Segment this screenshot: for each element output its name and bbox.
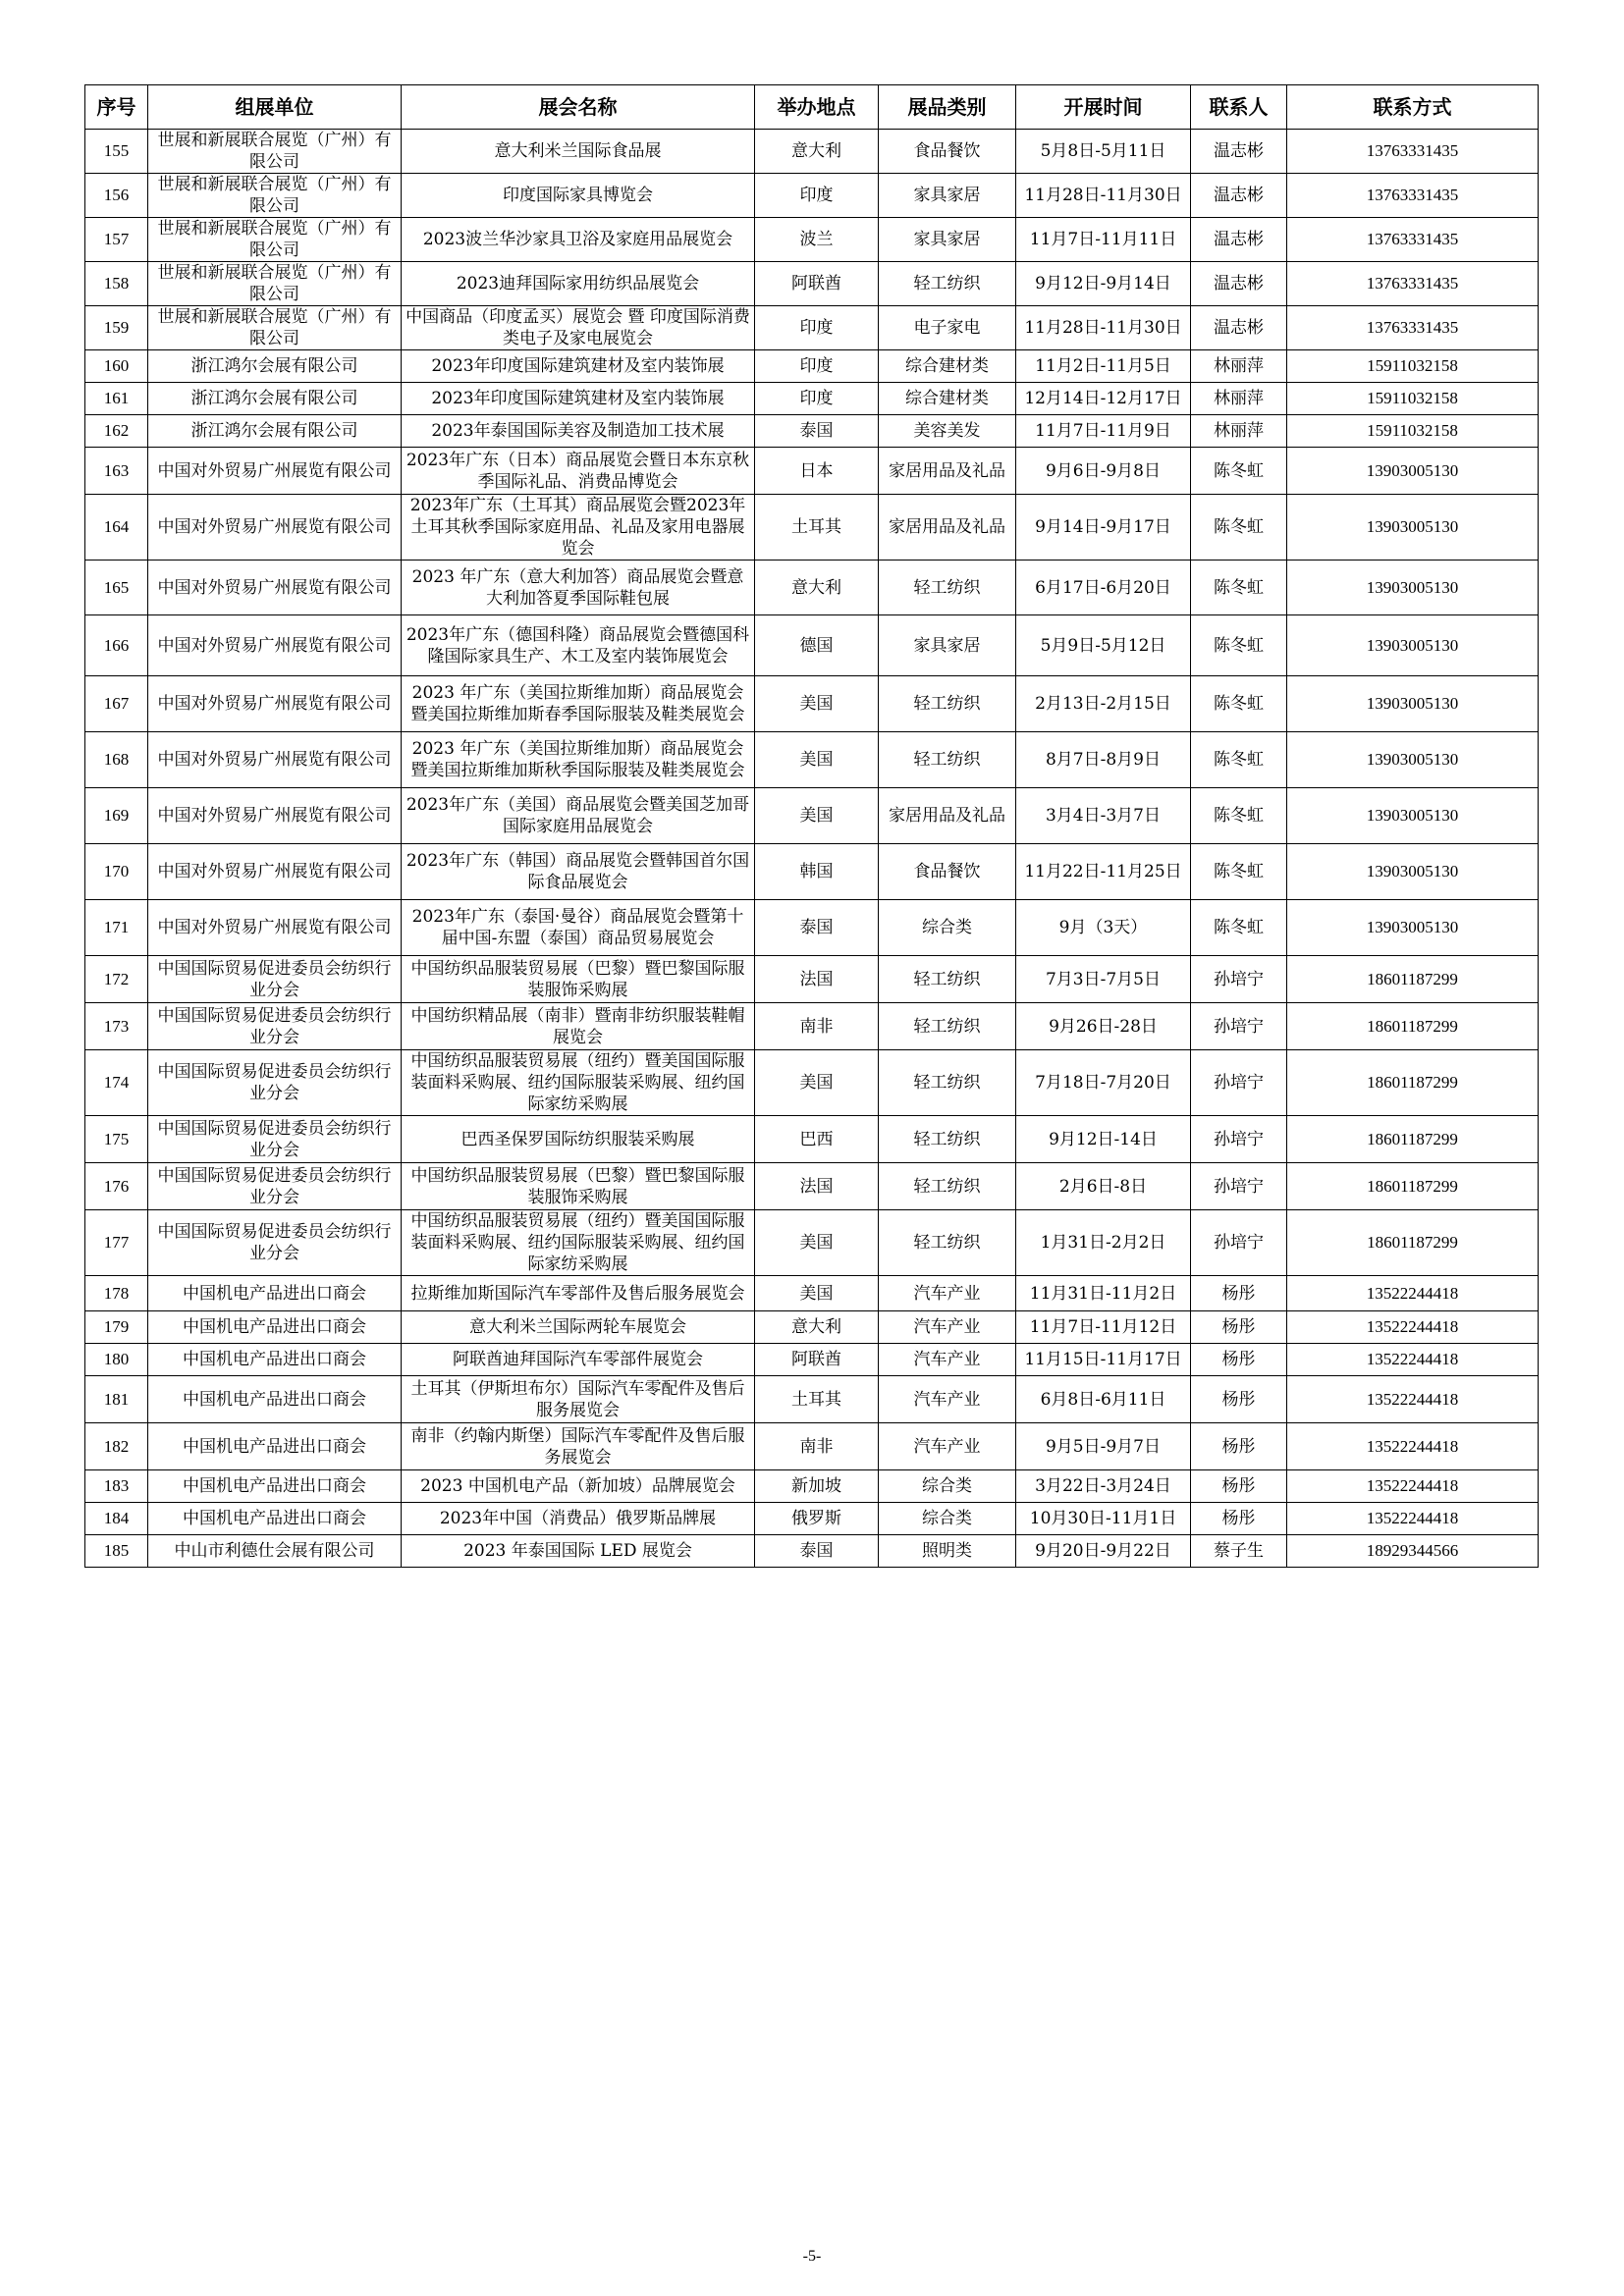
contact-person-cell: 陈冬虹: [1191, 615, 1287, 676]
category-cell: 轻工纺织: [879, 956, 1016, 1003]
organizer-cell: 中国对外贸易广州展览有限公司: [148, 788, 402, 844]
row-number: 184: [85, 1503, 148, 1535]
time-cell: 11月7日-11月9日: [1016, 415, 1191, 448]
exhibition-name-cell: 土耳其（伊斯坦布尔）国际汽车零配件及售后服务展览会: [402, 1376, 755, 1423]
location-cell: 巴西: [755, 1116, 879, 1163]
table-row: [85, 676, 1539, 732]
table-row: [85, 1503, 1539, 1535]
phone-cell: 18601187299: [1287, 1050, 1539, 1116]
organizer-cell: 中国对外贸易广州展览有限公司: [148, 561, 402, 615]
table-row: [85, 900, 1539, 956]
exhibition-name-cell: 中国纺织品服装贸易展（巴黎）暨巴黎国际服装服饰采购展: [402, 956, 755, 1003]
exhibition-name-cell: 2023年印度国际建筑建材及室内装饰展: [402, 350, 755, 383]
phone-cell: 13763331435: [1287, 130, 1539, 174]
location-cell: 阿联酋: [755, 262, 879, 306]
table-row: [85, 1003, 1539, 1050]
exhibition-name-cell: 2023年广东（韩国）商品展览会暨韩国首尔国际食品展览会: [402, 844, 755, 900]
contact-person-cell: 温志彬: [1191, 306, 1287, 350]
contact-person-cell: 温志彬: [1191, 130, 1287, 174]
phone-cell: 13763331435: [1287, 306, 1539, 350]
time-cell: 7月3日-7月5日: [1016, 956, 1191, 1003]
time-cell: 9月20日-9月22日: [1016, 1535, 1191, 1568]
row-number: 172: [85, 956, 148, 1003]
time-cell: 6月17日-6月20日: [1016, 561, 1191, 615]
row-number: 178: [85, 1276, 148, 1311]
contact-person-cell: 陈冬虹: [1191, 676, 1287, 732]
category-cell: 轻工纺织: [879, 262, 1016, 306]
phone-cell: 18601187299: [1287, 1210, 1539, 1276]
category-cell: 食品餐饮: [879, 130, 1016, 174]
row-number: 162: [85, 415, 148, 448]
time-cell: 8月7日-8月9日: [1016, 732, 1191, 788]
exhibition-name-cell: 意大利米兰国际两轮车展览会: [402, 1311, 755, 1344]
phone-cell: 18929344566: [1287, 1535, 1539, 1568]
phone-cell: 13522244418: [1287, 1311, 1539, 1344]
contact-person-cell: 陈冬虹: [1191, 900, 1287, 956]
exhibition-name-cell: 意大利米兰国际食品展: [402, 130, 755, 174]
exhibition-name-cell: 巴西圣保罗国际纺织服装采购展: [402, 1116, 755, 1163]
exhibition-name-cell: 2023年泰国国际美容及制造加工技术展: [402, 415, 755, 448]
phone-cell: 13903005130: [1287, 495, 1539, 561]
phone-cell: 18601187299: [1287, 1163, 1539, 1210]
organizer-cell: 中国机电产品进出口商会: [148, 1276, 402, 1311]
table-row: [85, 1210, 1539, 1276]
organizer-cell: 浙江鸿尔会展有限公司: [148, 415, 402, 448]
table-row: [85, 1376, 1539, 1423]
table-row: [85, 1311, 1539, 1344]
row-number: 185: [85, 1535, 148, 1568]
exhibition-name-cell: 2023年广东（德国科隆）商品展览会暨德国科隆国际家具生产、木工及室内装饰展览会: [402, 615, 755, 676]
category-cell: 轻工纺织: [879, 1050, 1016, 1116]
table-row: [85, 130, 1539, 174]
location-cell: 法国: [755, 1163, 879, 1210]
time-cell: 3月22日-3月24日: [1016, 1470, 1191, 1503]
table-row: [85, 383, 1539, 415]
organizer-cell: 中山市利德仕会展有限公司: [148, 1535, 402, 1568]
time-cell: 9月12日-9月14日: [1016, 262, 1191, 306]
contact-person-cell: 陈冬虹: [1191, 495, 1287, 561]
row-number: 171: [85, 900, 148, 956]
category-cell: 家居用品及礼品: [879, 495, 1016, 561]
organizer-cell: 世展和新展联合展览（广州）有限公司: [148, 174, 402, 218]
organizer-cell: 中国国际贸易促进委员会纺织行业分会: [148, 1210, 402, 1276]
row-number: 156: [85, 174, 148, 218]
row-number: 180: [85, 1344, 148, 1376]
contact-person-cell: 陈冬虹: [1191, 448, 1287, 495]
organizer-cell: 中国机电产品进出口商会: [148, 1503, 402, 1535]
header-phone: 联系方式: [1287, 85, 1539, 130]
organizer-cell: 中国国际贸易促进委员会纺织行业分会: [148, 1116, 402, 1163]
table-row: [85, 788, 1539, 844]
phone-cell: 13903005130: [1287, 732, 1539, 788]
phone-cell: 13903005130: [1287, 844, 1539, 900]
time-cell: 11月28日-11月30日: [1016, 306, 1191, 350]
exhibition-name-cell: 2023波兰华沙家具卫浴及家庭用品展览会: [402, 218, 755, 262]
location-cell: 泰国: [755, 900, 879, 956]
category-cell: 轻工纺织: [879, 1210, 1016, 1276]
row-number: 170: [85, 844, 148, 900]
time-cell: 11月22日-11月25日: [1016, 844, 1191, 900]
exhibition-name-cell: 2023 中国机电产品（新加坡）品牌展览会: [402, 1470, 755, 1503]
phone-cell: 13522244418: [1287, 1470, 1539, 1503]
phone-cell: 13763331435: [1287, 262, 1539, 306]
category-cell: 轻工纺织: [879, 1163, 1016, 1210]
exhibition-name-cell: 2023年广东（日本）商品展览会暨日本东京秋季国际礼品、消费品博览会: [402, 448, 755, 495]
organizer-cell: 中国机电产品进出口商会: [148, 1423, 402, 1470]
location-cell: 法国: [755, 956, 879, 1003]
row-number: 160: [85, 350, 148, 383]
table-row: [85, 218, 1539, 262]
location-cell: 美国: [755, 676, 879, 732]
time-cell: 9月（3天）: [1016, 900, 1191, 956]
location-cell: 美国: [755, 732, 879, 788]
row-number: 159: [85, 306, 148, 350]
contact-person-cell: 杨彤: [1191, 1423, 1287, 1470]
organizer-cell: 中国对外贸易广州展览有限公司: [148, 495, 402, 561]
time-cell: 11月31日-11月2日: [1016, 1276, 1191, 1311]
location-cell: 德国: [755, 615, 879, 676]
row-number: 167: [85, 676, 148, 732]
table-row: [85, 1344, 1539, 1376]
exhibition-name-cell: 2023 年泰国国际 LED 展览会: [402, 1535, 755, 1568]
category-cell: 轻工纺织: [879, 676, 1016, 732]
phone-cell: 13522244418: [1287, 1376, 1539, 1423]
category-cell: 汽车产业: [879, 1344, 1016, 1376]
category-cell: 家居用品及礼品: [879, 788, 1016, 844]
category-cell: 汽车产业: [879, 1311, 1016, 1344]
table-header-row: [85, 85, 1539, 130]
exhibition-name-cell: 2023年中国（消费品）俄罗斯品牌展: [402, 1503, 755, 1535]
time-cell: 12月14日-12月17日: [1016, 383, 1191, 415]
contact-person-cell: 温志彬: [1191, 174, 1287, 218]
row-number: 177: [85, 1210, 148, 1276]
header-no: 序号: [85, 85, 148, 130]
header-exhibition-name: 展会名称: [402, 85, 755, 130]
contact-person-cell: 蔡子生: [1191, 1535, 1287, 1568]
table-row: [85, 262, 1539, 306]
contact-person-cell: 温志彬: [1191, 218, 1287, 262]
contact-person-cell: 孙培宁: [1191, 1163, 1287, 1210]
phone-cell: 13903005130: [1287, 900, 1539, 956]
time-cell: 9月26日-28日: [1016, 1003, 1191, 1050]
row-number: 175: [85, 1116, 148, 1163]
header-organizer: 组展单位: [148, 85, 402, 130]
time-cell: 7月18日-7月20日: [1016, 1050, 1191, 1116]
contact-person-cell: 孙培宁: [1191, 1050, 1287, 1116]
category-cell: 综合建材类: [879, 383, 1016, 415]
phone-cell: 13903005130: [1287, 676, 1539, 732]
phone-cell: 13763331435: [1287, 218, 1539, 262]
row-number: 157: [85, 218, 148, 262]
exhibition-name-cell: 中国纺织品服装贸易展（纽约）暨美国国际服装面料采购展、纽约国际服装采购展、纽约国际家纺采购展: [402, 1050, 755, 1116]
header-location: 举办地点: [755, 85, 879, 130]
exhibition-name-cell: 2023迪拜国际家用纺织品展览会: [402, 262, 755, 306]
exhibition-name-cell: 2023年印度国际建筑建材及室内装饰展: [402, 383, 755, 415]
time-cell: 11月2日-11月5日: [1016, 350, 1191, 383]
location-cell: 印度: [755, 306, 879, 350]
category-cell: 美容美发: [879, 415, 1016, 448]
organizer-cell: 中国对外贸易广州展览有限公司: [148, 844, 402, 900]
category-cell: 汽车产业: [879, 1276, 1016, 1311]
location-cell: 韩国: [755, 844, 879, 900]
table-row: [85, 561, 1539, 615]
time-cell: 11月7日-11月12日: [1016, 1311, 1191, 1344]
time-cell: 9月5日-9月7日: [1016, 1423, 1191, 1470]
contact-person-cell: 陈冬虹: [1191, 788, 1287, 844]
location-cell: 意大利: [755, 130, 879, 174]
category-cell: 轻工纺织: [879, 1116, 1016, 1163]
time-cell: 5月9日-5月12日: [1016, 615, 1191, 676]
organizer-cell: 世展和新展联合展览（广州）有限公司: [148, 130, 402, 174]
phone-cell: 13903005130: [1287, 615, 1539, 676]
table-body: [85, 130, 1539, 1568]
phone-cell: 13903005130: [1287, 561, 1539, 615]
contact-person-cell: 杨彤: [1191, 1276, 1287, 1311]
phone-cell: 13903005130: [1287, 448, 1539, 495]
exhibition-name-cell: 印度国际家具博览会: [402, 174, 755, 218]
organizer-cell: 中国国际贸易促进委员会纺织行业分会: [148, 1003, 402, 1050]
organizer-cell: 中国机电产品进出口商会: [148, 1311, 402, 1344]
page-number: -5-: [802, 2248, 822, 2265]
contact-person-cell: 杨彤: [1191, 1470, 1287, 1503]
row-number: 181: [85, 1376, 148, 1423]
category-cell: 轻工纺织: [879, 561, 1016, 615]
exhibition-name-cell: 阿联酋迪拜国际汽车零部件展览会: [402, 1344, 755, 1376]
category-cell: 轻工纺织: [879, 732, 1016, 788]
location-cell: 泰国: [755, 415, 879, 448]
table-row: [85, 1470, 1539, 1503]
location-cell: 印度: [755, 174, 879, 218]
category-cell: 食品餐饮: [879, 844, 1016, 900]
organizer-cell: 中国机电产品进出口商会: [148, 1470, 402, 1503]
category-cell: 汽车产业: [879, 1423, 1016, 1470]
exhibition-name-cell: 2023年广东（泰国·曼谷）商品展览会暨第十届中国-东盟（泰国）商品贸易展览会: [402, 900, 755, 956]
row-number: 166: [85, 615, 148, 676]
phone-cell: 13763331435: [1287, 174, 1539, 218]
location-cell: 波兰: [755, 218, 879, 262]
table-row: [85, 956, 1539, 1003]
category-cell: 综合建材类: [879, 350, 1016, 383]
contact-person-cell: 杨彤: [1191, 1503, 1287, 1535]
exhibition-name-cell: 2023 年广东（意大利加答）商品展览会暨意大利加答夏季国际鞋包展: [402, 561, 755, 615]
exhibition-name-cell: 2023年广东（美国）商品展览会暨美国芝加哥国际家庭用品展览会: [402, 788, 755, 844]
contact-person-cell: 孙培宁: [1191, 1210, 1287, 1276]
time-cell: 9月14日-9月17日: [1016, 495, 1191, 561]
phone-cell: 18601187299: [1287, 956, 1539, 1003]
table-row: [85, 732, 1539, 788]
organizer-cell: 中国对外贸易广州展览有限公司: [148, 900, 402, 956]
category-cell: 家具家居: [879, 615, 1016, 676]
category-cell: 家居用品及礼品: [879, 448, 1016, 495]
organizer-cell: 世展和新展联合展览（广州）有限公司: [148, 306, 402, 350]
phone-cell: 13903005130: [1287, 788, 1539, 844]
time-cell: 11月15日-11月17日: [1016, 1344, 1191, 1376]
exhibition-name-cell: 中国纺织品服装贸易展（巴黎）暨巴黎国际服装服饰采购展: [402, 1163, 755, 1210]
table-row: [85, 844, 1539, 900]
contact-person-cell: 温志彬: [1191, 262, 1287, 306]
row-number: 164: [85, 495, 148, 561]
table-row: [85, 615, 1539, 676]
organizer-cell: 中国对外贸易广州展览有限公司: [148, 732, 402, 788]
organizer-cell: 中国国际贸易促进委员会纺织行业分会: [148, 956, 402, 1003]
location-cell: 土耳其: [755, 1376, 879, 1423]
table-row: [85, 415, 1539, 448]
location-cell: 意大利: [755, 561, 879, 615]
phone-cell: 13522244418: [1287, 1276, 1539, 1311]
contact-person-cell: 孙培宁: [1191, 1116, 1287, 1163]
location-cell: 日本: [755, 448, 879, 495]
table-row: [85, 448, 1539, 495]
organizer-cell: 中国对外贸易广州展览有限公司: [148, 615, 402, 676]
contact-person-cell: 陈冬虹: [1191, 844, 1287, 900]
contact-person-cell: 林丽萍: [1191, 350, 1287, 383]
time-cell: 3月4日-3月7日: [1016, 788, 1191, 844]
phone-cell: 13522244418: [1287, 1344, 1539, 1376]
row-number: 173: [85, 1003, 148, 1050]
exhibition-name-cell: 南非（约翰内斯堡）国际汽车零配件及售后服务展览会: [402, 1423, 755, 1470]
exhibition-table: [84, 84, 1539, 1568]
header-category: 展品类别: [879, 85, 1016, 130]
table-row: [85, 1116, 1539, 1163]
organizer-cell: 中国国际贸易促进委员会纺织行业分会: [148, 1050, 402, 1116]
contact-person-cell: 孙培宁: [1191, 956, 1287, 1003]
time-cell: 6月8日-6月11日: [1016, 1376, 1191, 1423]
organizer-cell: 中国机电产品进出口商会: [148, 1344, 402, 1376]
table-row: [85, 306, 1539, 350]
location-cell: 土耳其: [755, 495, 879, 561]
contact-person-cell: 孙培宁: [1191, 1003, 1287, 1050]
location-cell: 泰国: [755, 1535, 879, 1568]
time-cell: 2月6日-8日: [1016, 1163, 1191, 1210]
category-cell: 综合类: [879, 900, 1016, 956]
table-row: [85, 350, 1539, 383]
category-cell: 家具家居: [879, 218, 1016, 262]
phone-cell: 18601187299: [1287, 1003, 1539, 1050]
contact-person-cell: 杨彤: [1191, 1376, 1287, 1423]
time-cell: 11月7日-11月11日: [1016, 218, 1191, 262]
contact-person-cell: 陈冬虹: [1191, 561, 1287, 615]
phone-cell: 15911032158: [1287, 415, 1539, 448]
location-cell: 印度: [755, 350, 879, 383]
category-cell: 综合类: [879, 1503, 1016, 1535]
contact-person-cell: 陈冬虹: [1191, 732, 1287, 788]
phone-cell: 13522244418: [1287, 1503, 1539, 1535]
location-cell: 俄罗斯: [755, 1503, 879, 1535]
category-cell: 综合类: [879, 1470, 1016, 1503]
row-number: 163: [85, 448, 148, 495]
row-number: 176: [85, 1163, 148, 1210]
row-number: 183: [85, 1470, 148, 1503]
category-cell: 电子家电: [879, 306, 1016, 350]
location-cell: 印度: [755, 383, 879, 415]
location-cell: 南非: [755, 1003, 879, 1050]
table-row: [85, 174, 1539, 218]
time-cell: 9月6日-9月8日: [1016, 448, 1191, 495]
location-cell: 美国: [755, 788, 879, 844]
row-number: 158: [85, 262, 148, 306]
time-cell: 11月28日-11月30日: [1016, 174, 1191, 218]
organizer-cell: 中国对外贸易广州展览有限公司: [148, 676, 402, 732]
contact-person-cell: 林丽萍: [1191, 383, 1287, 415]
category-cell: 汽车产业: [879, 1376, 1016, 1423]
phone-cell: 13522244418: [1287, 1423, 1539, 1470]
row-number: 165: [85, 561, 148, 615]
time-cell: 2月13日-2月15日: [1016, 676, 1191, 732]
location-cell: 美国: [755, 1210, 879, 1276]
organizer-cell: 世展和新展联合展览（广州）有限公司: [148, 262, 402, 306]
table-row: [85, 1163, 1539, 1210]
category-cell: 家具家居: [879, 174, 1016, 218]
organizer-cell: 浙江鸿尔会展有限公司: [148, 383, 402, 415]
row-number: 174: [85, 1050, 148, 1116]
location-cell: 阿联酋: [755, 1344, 879, 1376]
table-row: [85, 1535, 1539, 1568]
row-number: 155: [85, 130, 148, 174]
row-number: 169: [85, 788, 148, 844]
exhibition-name-cell: 中国纺织精品展（南非）暨南非纺织服装鞋帽展览会: [402, 1003, 755, 1050]
header-contact: 联系人: [1191, 85, 1287, 130]
phone-cell: 15911032158: [1287, 383, 1539, 415]
row-number: 168: [85, 732, 148, 788]
exhibition-name-cell: 2023 年广东（美国拉斯维加斯）商品展览会暨美国拉斯维加斯秋季国际服装及鞋类展览会: [402, 732, 755, 788]
time-cell: 1月31日-2月2日: [1016, 1210, 1191, 1276]
time-cell: 9月12日-14日: [1016, 1116, 1191, 1163]
location-cell: 意大利: [755, 1311, 879, 1344]
time-cell: 5月8日-5月11日: [1016, 130, 1191, 174]
contact-person-cell: 林丽萍: [1191, 415, 1287, 448]
table-row: [85, 1276, 1539, 1311]
time-cell: 10月30日-11月1日: [1016, 1503, 1191, 1535]
location-cell: 美国: [755, 1050, 879, 1116]
exhibition-name-cell: 中国纺织品服装贸易展（纽约）暨美国国际服装面料采购展、纽约国际服装采购展、纽约国际家纺采购展: [402, 1210, 755, 1276]
contact-person-cell: 杨彤: [1191, 1344, 1287, 1376]
row-number: 182: [85, 1423, 148, 1470]
table-row: [85, 495, 1539, 561]
category-cell: 轻工纺织: [879, 1003, 1016, 1050]
location-cell: 南非: [755, 1423, 879, 1470]
phone-cell: 15911032158: [1287, 350, 1539, 383]
exhibition-name-cell: 2023年广东（土耳其）商品展览会暨2023年土耳其秋季国际家庭用品、礼品及家用电器展览会: [402, 495, 755, 561]
organizer-cell: 中国国际贸易促进委员会纺织行业分会: [148, 1163, 402, 1210]
table-row: [85, 1423, 1539, 1470]
location-cell: 美国: [755, 1276, 879, 1311]
header-time: 开展时间: [1016, 85, 1191, 130]
organizer-cell: 中国机电产品进出口商会: [148, 1376, 402, 1423]
exhibition-name-cell: 中国商品（印度孟买）展览会 暨 印度国际消费类电子及家电展览会: [402, 306, 755, 350]
exhibition-name-cell: 拉斯维加斯国际汽车零部件及售后服务展览会: [402, 1276, 755, 1311]
contact-person-cell: 杨彤: [1191, 1311, 1287, 1344]
exhibition-table-container: [84, 84, 1538, 1568]
row-number: 161: [85, 383, 148, 415]
organizer-cell: 世展和新展联合展览（广州）有限公司: [148, 218, 402, 262]
phone-cell: 18601187299: [1287, 1116, 1539, 1163]
category-cell: 照明类: [879, 1535, 1016, 1568]
location-cell: 新加坡: [755, 1470, 879, 1503]
exhibition-name-cell: 2023 年广东（美国拉斯维加斯）商品展览会暨美国拉斯维加斯春季国际服装及鞋类展览会: [402, 676, 755, 732]
row-number: 179: [85, 1311, 148, 1344]
organizer-cell: 中国对外贸易广州展览有限公司: [148, 448, 402, 495]
table-row: [85, 1050, 1539, 1116]
organizer-cell: 浙江鸿尔会展有限公司: [148, 350, 402, 383]
